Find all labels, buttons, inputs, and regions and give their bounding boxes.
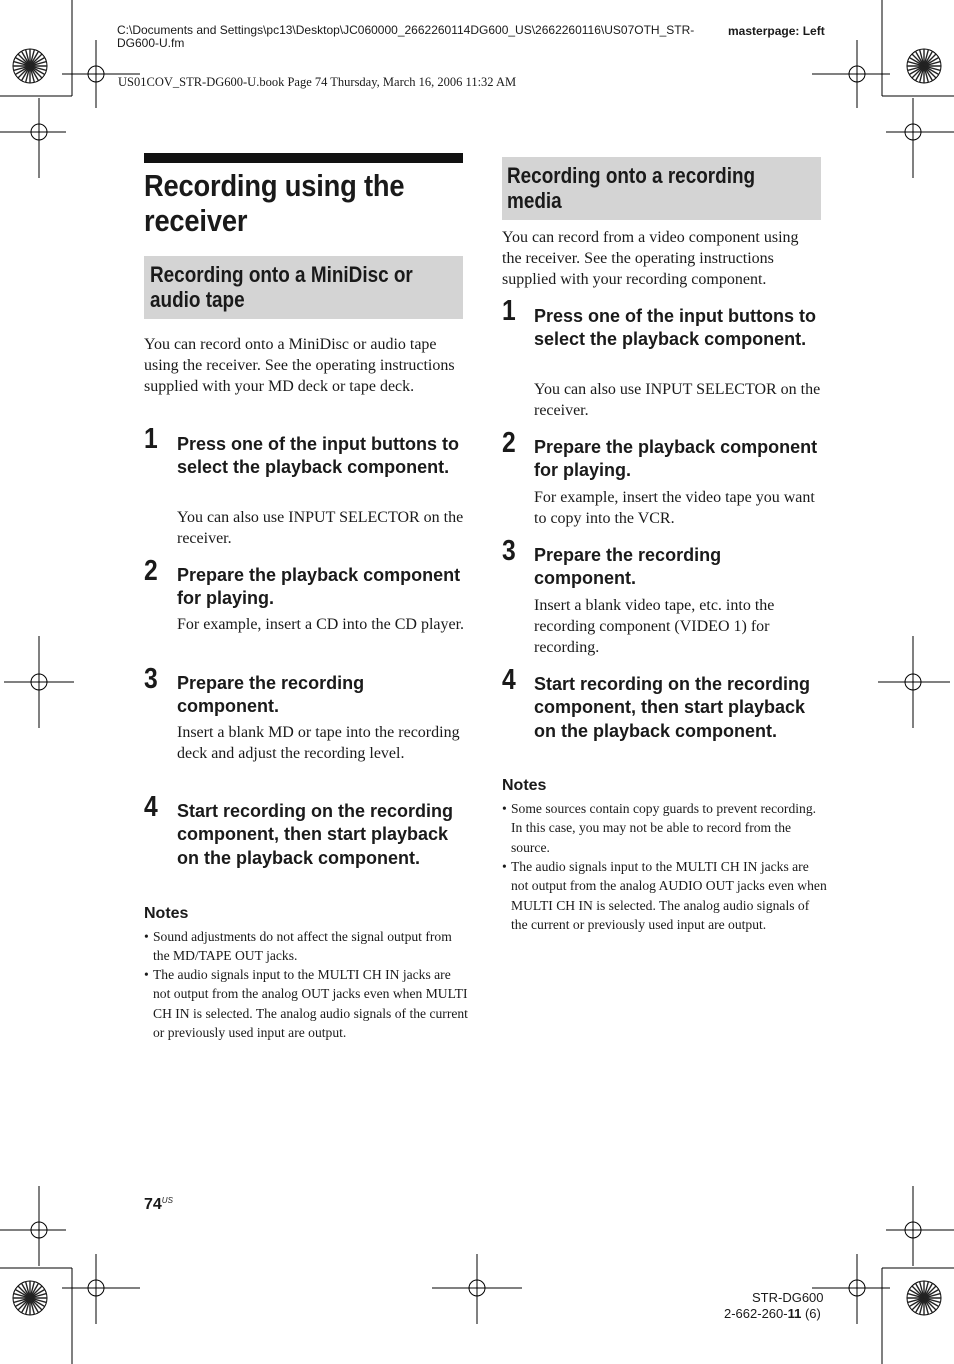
- page-number-value: 74: [144, 1196, 162, 1213]
- step-number: 2: [502, 427, 516, 459]
- page-number-suffix: US: [161, 1196, 173, 1205]
- step-heading: Prepare the playback component for playing.: [534, 437, 818, 481]
- bullet: •: [144, 967, 149, 982]
- bullet: •: [502, 859, 507, 874]
- title-rule: [144, 153, 463, 163]
- notes-heading: Notes: [502, 777, 547, 794]
- model-number: STR-DG600: [752, 1290, 824, 1305]
- step-number: 2: [144, 555, 158, 587]
- step-body: You can also use INPUT SELECTOR on the receiver.: [177, 509, 464, 548]
- intro-text: You can record from a video component using the receiver. See the operating instructions supplied with your recording component.: [502, 229, 799, 289]
- step-heading: Press one of the input buttons to select the playback component.: [177, 434, 459, 478]
- code-bold: 11: [787, 1306, 802, 1321]
- step-heading: Prepare the recording component.: [177, 673, 365, 717]
- step-number: 4: [502, 664, 516, 696]
- document-code: [724, 1306, 821, 1321]
- page-title: Recording using the receiver: [144, 168, 405, 238]
- note-item: [144, 927, 471, 966]
- page-number: [144, 1196, 173, 1214]
- bullet: •: [144, 929, 149, 944]
- step-body: Insert a blank MD or tape into the recording deck and adjust the recording level.: [177, 724, 460, 763]
- code-suffix: (6): [801, 1306, 821, 1321]
- step-heading: Start recording on the recording component, then start playback on the playback component.: [534, 674, 811, 741]
- step-heading: Prepare the recording component.: [534, 545, 722, 589]
- step-body: Insert a blank video tape, etc. into the recording component (VIDEO 1) for recording.: [534, 597, 775, 657]
- step-heading: Start recording on the recording component, then start playback on the playback component.: [177, 801, 454, 868]
- note-item: [144, 965, 471, 1043]
- section-title-minidisc: Recording onto a MiniDisc or audio tape: [150, 262, 413, 312]
- step-number: 1: [144, 423, 158, 455]
- step-number: 1: [502, 295, 516, 327]
- step-body: For example, insert the video tape you want to copy into the VCR.: [534, 489, 815, 528]
- note-text: Some sources contain copy guards to prevent recording. In this case, you may not be able to record from the source.: [511, 801, 817, 855]
- registration-rosette-icon: [13, 1281, 47, 1315]
- book-info-line: US01COV_STR-DG600-U.book Page 74 Thursday, March 16, 2006 11:32 AM: [118, 75, 517, 89]
- note-text: The audio signals input to the MULTI CH IN jacks are not output from the analog AUDIO OUT jacks even when MULTI CH IN is selected. The analog audio signals of the current or previously used input are output.: [511, 859, 827, 933]
- masterpage-label: masterpage: Left: [728, 24, 825, 38]
- code-prefix: 2-662-260-: [724, 1306, 788, 1321]
- note-item: [502, 799, 829, 857]
- notes-heading: Notes: [144, 905, 189, 922]
- intro-text: You can record onto a MiniDisc or audio tape using the receiver. See the operating instructions supplied with your MD deck or tape deck.: [144, 336, 455, 396]
- section-title-recording-media: Recording onto a recording media: [507, 163, 756, 213]
- step-body: You can also use INPUT SELECTOR on the receiver.: [534, 381, 821, 420]
- step-number: 3: [144, 663, 158, 695]
- note-item: [502, 857, 829, 935]
- registration-rosette-icon: [907, 1281, 941, 1315]
- registration-rosette-icon: [907, 49, 941, 83]
- step-number: 4: [144, 791, 158, 823]
- note-text: The audio signals input to the MULTI CH IN jacks are not output from the analog OUT jacks even when MULTI CH IN is selected. The analog audio signals of the current or previously used input are output.: [153, 967, 468, 1041]
- file-path-header: C:\Documents and Settings\pc13\Desktop\JC060000_2662260114DG600_US\2662260116\US07OTH_STR-DG600-U.fm: [117, 23, 695, 50]
- step-heading: Press one of the input buttons to select the playback component.: [534, 306, 816, 350]
- note-text: Sound adjustments do not affect the signal output from the MD/TAPE OUT jacks.: [153, 929, 452, 964]
- step-number: 3: [502, 535, 516, 567]
- step-body: For example, insert a CD into the CD player.: [177, 616, 465, 633]
- bullet: •: [502, 801, 507, 816]
- step-heading: Prepare the playback component for playing.: [177, 565, 461, 609]
- registration-rosette-icon: [13, 49, 47, 83]
